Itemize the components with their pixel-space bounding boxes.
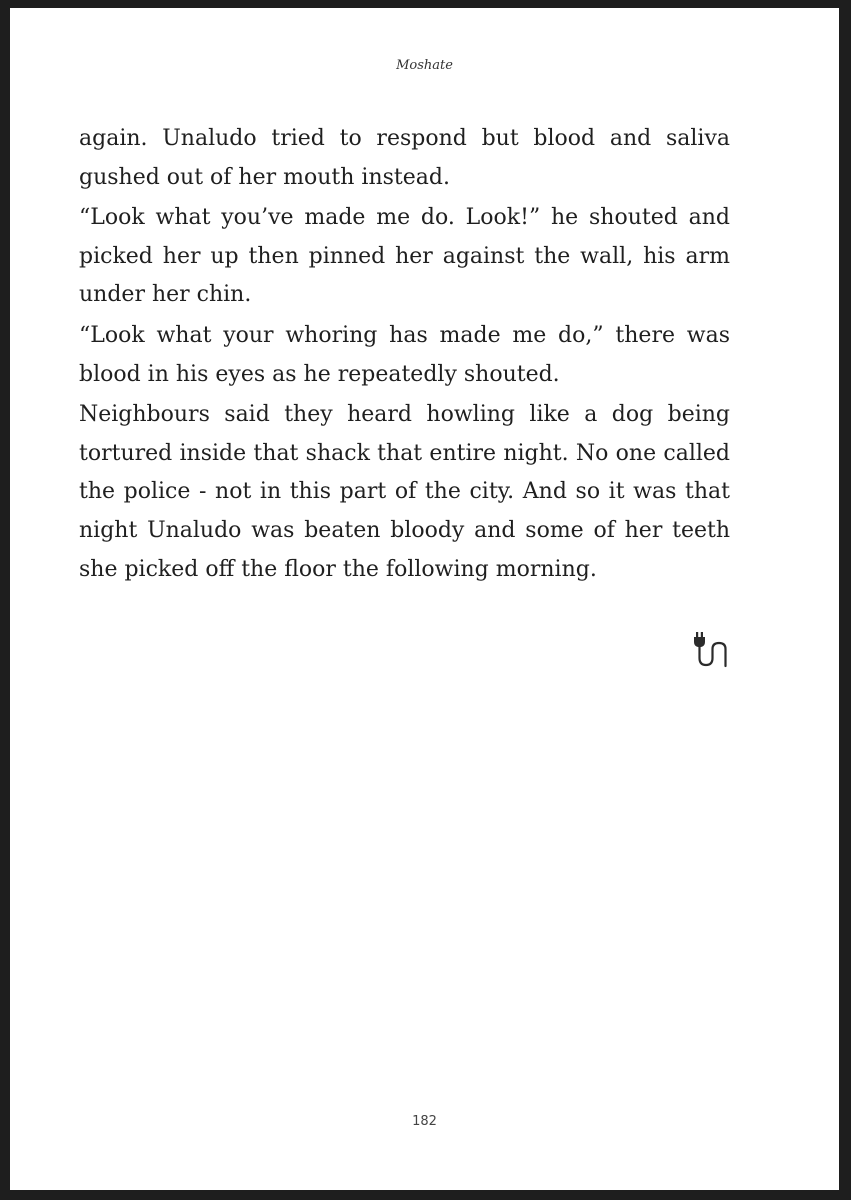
paragraph: Neighbours said they heard howling like a dog being tortured inside that shack that entire night. No one called the police - not in this part of the city. And so it was that night Unaludo was beaten bloody and some of her teeth she picked off the floor the following morning. [79,402,730,582]
paragraph: again. Unaludo tried to respond but blood and saliva gushed out of her mouth instead. [79,126,730,190]
paragraph: “Look what your whoring has made me do,” there was blood in his eyes as he repeatedly shouted. [79,322,730,387]
page-number: 182 [412,1114,437,1129]
running-header: Moshate [396,58,453,73]
book-page [10,8,839,1190]
paragraph: “Look what you’ve made me do. Look!” he shouted and picked her up then pinned her against the wall, his arm under her chin. [79,205,730,308]
body-text [79,120,730,591]
plug-cord-icon [693,632,733,668]
